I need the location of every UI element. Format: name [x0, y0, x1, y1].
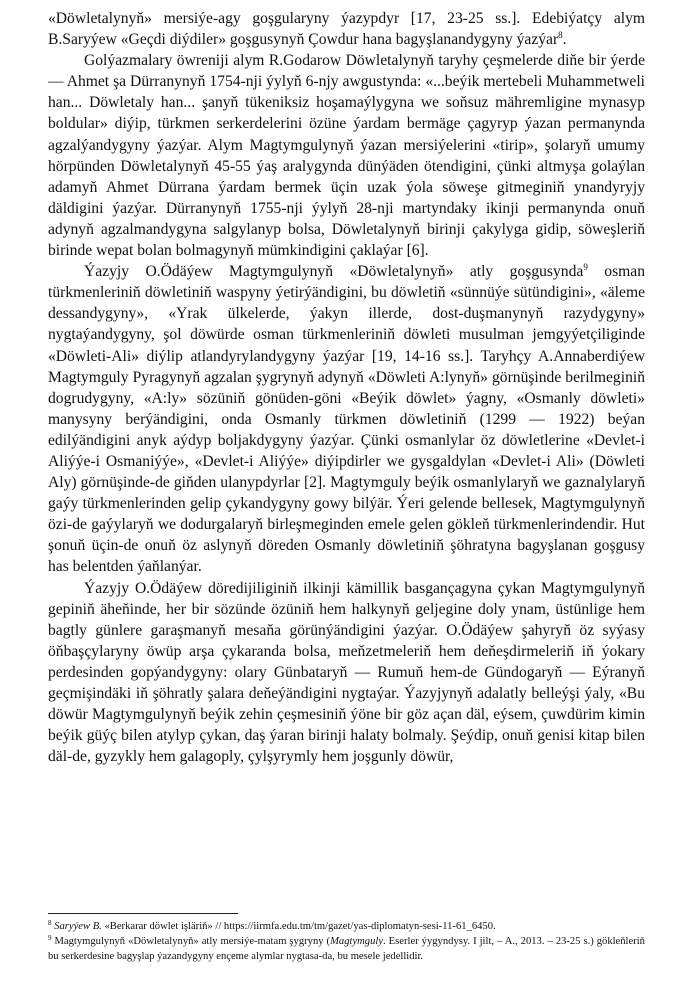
paragraph-3 — [48, 261, 645, 577]
text-run: Golýazmalary öwreniji alym R.Godarow Döwletalynyň taryhy çeşmelerde diňe bir ýerde — Ahmet şa Dürranynyň 1754-nji ýylyň 6-njy awgustynda: «...beýik mertebeli Muhammetweli han... Döwletaly han... şanyň tükeniksiz hoşamaýlygyna we soňsuz mähremligine mynasyp boldular» diýip, türkmen serkerdelerini özüne ýardam bermäge çagyryp ýazan permanynda agzalýandygyny ýazýar. Alym Magtymgulynyň ýazan mersiýelerini «tirip», şolaryň umumy hörpünden Döwletalynyň 45-55 ýaş aralygynda dünýäden ötendigini, çünki altmyşa golaýlan adamyň Ahmet Dürrana ýardam bermek üçin uzak ýola söweşe gitmeginiň ynandyryjy däldigini ýazýar. Dürranynyň 1755-nji ýylyň 28-nji martyndaky ikinji permanynda onuň adynyň agzalmandygyna salgylanyp bolsa, Döwletalynyň birinji çakylyga gidip, söweşleriň birinde wepat bolan bolmagynyň mümkindigini çaklaýar [6]. — [48, 52, 645, 260]
italic-text: Magtymguly — [330, 936, 384, 947]
text-run: . — [562, 31, 567, 49]
text-run: Magtymgulynyň «Döwletalynyň» atly mersiýe-matam şygryny ( — [51, 936, 331, 947]
footnote-9 — [48, 934, 645, 964]
paragraph-2 — [48, 50, 645, 261]
text-run: Ýazyjy O.Ödäýew döredijiliginiň ilkinji kämillik basgançagyna çykan Magtymgulynyň gepiniň äheňinde, her bir sözünde özüniň hem halkynyň geljegine doly ynam, üstünlige hem bagtly günlere garaşmanyň mesaňa görünýändigini ýazýar. O.Ödäýew şahyryň öz syýasy öňbaşçylaryny öwüp arşa çykaranda bolsa, meňzetmeleriň hem deňeşdirmeleriň iň ýokary perdesinden gopýandygyny: olary Günbataryň — Rumuň hem-de Gündogaryň — Eýranyň geçmişindäki iň şöhratly şalara deňeýändigini nygtaýar. Ýazyjynyň adalatly belleýşi ýaly, «Bu döwür Magtymgulynyň beýik zehin çeşmesiniň ýöne bir göz açan däl, eýsem, çuwdürim kimin beýik güýç bilen atylyp çykan, daş ýaran birinji halaty bolmaly. Şeýdip, onuň genisi kitap bilen däl-de, gyzykly hem galagoply, çylşyrymly hem joşgunly döwür, — [48, 579, 645, 766]
footnote-ref: 9 — [583, 262, 588, 273]
text-run: Ýazyjy O.Ödäýew Magtymgulynyň «Döwletalynyň» atly goşgusynda — [84, 263, 584, 281]
text-run: «Berkarar döwlet işläriň» // https://iirmfa.edu.tm/tm/gazet/yas-diplomatyn-sesi-11-61_6450. — [101, 921, 496, 932]
footnote-ref: 8 — [48, 919, 52, 927]
italic-text: Saryýew B. — [54, 921, 102, 932]
text-run: . Eserler ýygyndysy. I jilt, – A., 2013. – 23-25 s.) gökleňleriň bu serkerdesine bagyşlap ýazandygyny ençeme alymlar nygtasa-da, bu mesele jedellidir. — [48, 936, 645, 962]
footnotes — [48, 919, 645, 964]
paragraph-1 — [48, 8, 645, 50]
text-run: osman türkmenleriniň döwletiniň waspyny ýetirýändigini, bu döwletiň «sünnüýe sütündigini», «äleme dessandygyny», «Yrak ülkelerde, ýakyn illerde, dost-duşmanynyň razydygyny» nygtaýandygyny, şol döwürde osman türkmenleriniň döwleti musulman jemgyýetçiliginde «Döwleti-Ali» diýlip atlandyrylandygyny ýazýar [19, 14-16 ss.]. Taryhçy A.Annaberdiýew Magtymguly Pyragynyň agzalan şygrynyň adynyň «Döwleti A:lynyň» görnüşinde berilmeginiň dogrudygyny, «A:ly» sözüniň gönüden-göni «Beýik döwlet» ýagny, «Osmanly döwleti» manysyny berýändigini, onda Osmanly türkmen döwletiniň (1299 — 1922) beýan edilýändigini anyk aýdyp boljakdygyny ýazýar. Çünki osmanlylar öz döwletlerine «Devlet-i Aliýýe-i Osmaniýýe», «Devlet-i Aliýýe» diýipdirler we gysgaldylan «Devlet-i Ali» (Döwleti Aly) görnüşinde-de giňden ulanypdyrlar [2]. Magtymguly beýik osmanlylaryň we gaznalylaryň gaýy türkmenlerinden gelip çykandygyny gowy bilýär. Ýeri gelende bellesek, Magtymgulynyň özi-de gaýylaryň we dodurgalaryň birleşmeginden emele gelen gökleň türkmenlerindendir. Hut şonuň üçin-de onuň öz aslynyň döreden Osmanly döwletiniň şöhratyna bagyşlanan goşgusy has belentden ýaňlanýar. — [48, 263, 645, 576]
page-body — [48, 8, 645, 767]
footnote-ref: 9 — [48, 934, 52, 942]
footnote-ref: 8 — [558, 30, 563, 41]
footnote-8 — [48, 919, 645, 934]
text-run: «Döwletalynyň» mersiýe-agy goşgularyny ýazypdyr [17, 23-25 ss.]. Edebiýatçy alym B.Saryýew «Geçdi diýdiler» goşgusynyň Çowdur hana bagyşlanandygyny ýazýar — [48, 10, 645, 49]
paragraph-4 — [48, 578, 645, 768]
footnote-separator — [48, 913, 238, 914]
